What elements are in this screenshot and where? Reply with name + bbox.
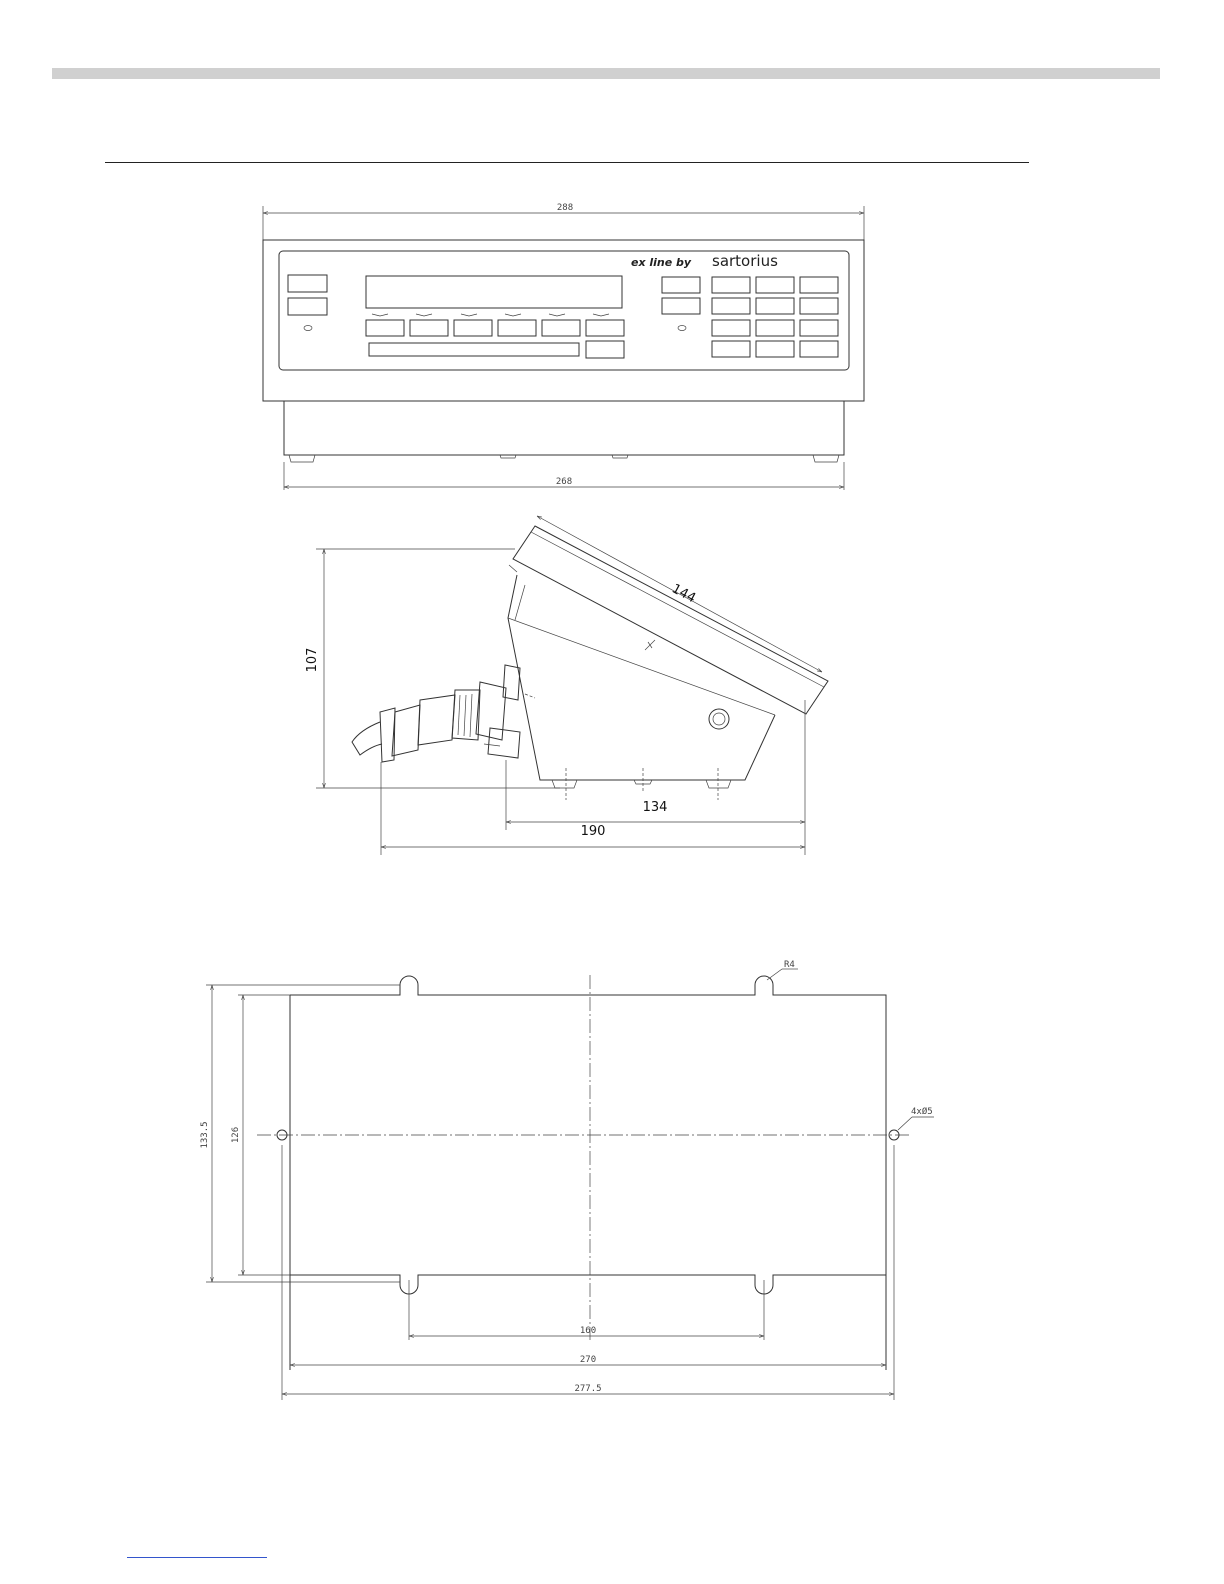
body-edge [515, 585, 525, 620]
dim-label-126: 126 [231, 1126, 241, 1144]
display-head-edge [509, 565, 517, 572]
foot [552, 780, 577, 788]
footprint-view [200, 960, 934, 1400]
leader-r4 [767, 969, 782, 980]
brand-name: sartorius [712, 252, 778, 270]
dim-label-holes: 4xØ5 [911, 1107, 933, 1117]
foot-left [289, 455, 315, 462]
dim-label-160: 160 [579, 1326, 597, 1336]
foot [706, 780, 731, 788]
right-key-1 [662, 277, 700, 293]
footer-link-underline[interactable] [127, 1557, 267, 1558]
function-key-1 [366, 320, 404, 336]
function-indicators [372, 314, 609, 316]
left-key-1 [288, 275, 327, 292]
numeric-keypad [712, 277, 838, 357]
body-outline [508, 575, 775, 780]
dim-label-r4: R4 [784, 960, 795, 970]
text-field-strip [369, 343, 579, 356]
leader-holes [898, 1117, 912, 1130]
dim-label-190: 190 [580, 824, 606, 839]
mounting-knob-inner [713, 713, 725, 725]
side-view [305, 516, 828, 855]
dim-label-107: 107 [305, 647, 320, 673]
function-key-3 [454, 320, 492, 336]
dim-label-288: 288 [556, 203, 574, 213]
function-key-5 [542, 320, 580, 336]
dim-label-134: 134 [642, 800, 668, 815]
right-key-2 [662, 298, 700, 314]
dim-label-268: 268 [555, 477, 573, 487]
display-window [366, 276, 622, 308]
front-view [263, 203, 864, 490]
led-right [678, 326, 686, 331]
center-mark [645, 640, 655, 650]
base-outline [284, 401, 844, 455]
dim-label-144: 144 [669, 581, 699, 607]
body-edge [508, 618, 775, 715]
display-head [513, 526, 828, 714]
dim-label-270: 270 [579, 1355, 597, 1365]
dim-label-277-5: 277.5 [574, 1384, 602, 1394]
cable-connector [352, 665, 535, 762]
dim-label-133-5: 133.5 [200, 1121, 210, 1149]
foot-right [813, 455, 839, 462]
function-key-4 [498, 320, 536, 336]
left-key-2 [288, 298, 327, 315]
brand-prefix: ex line by [631, 256, 692, 269]
function-key-7 [586, 341, 624, 358]
led-left [304, 326, 312, 331]
mounting-knob [709, 709, 729, 729]
function-key-6 [586, 320, 624, 336]
display-head-edge [531, 532, 824, 687]
function-key-2 [410, 320, 448, 336]
